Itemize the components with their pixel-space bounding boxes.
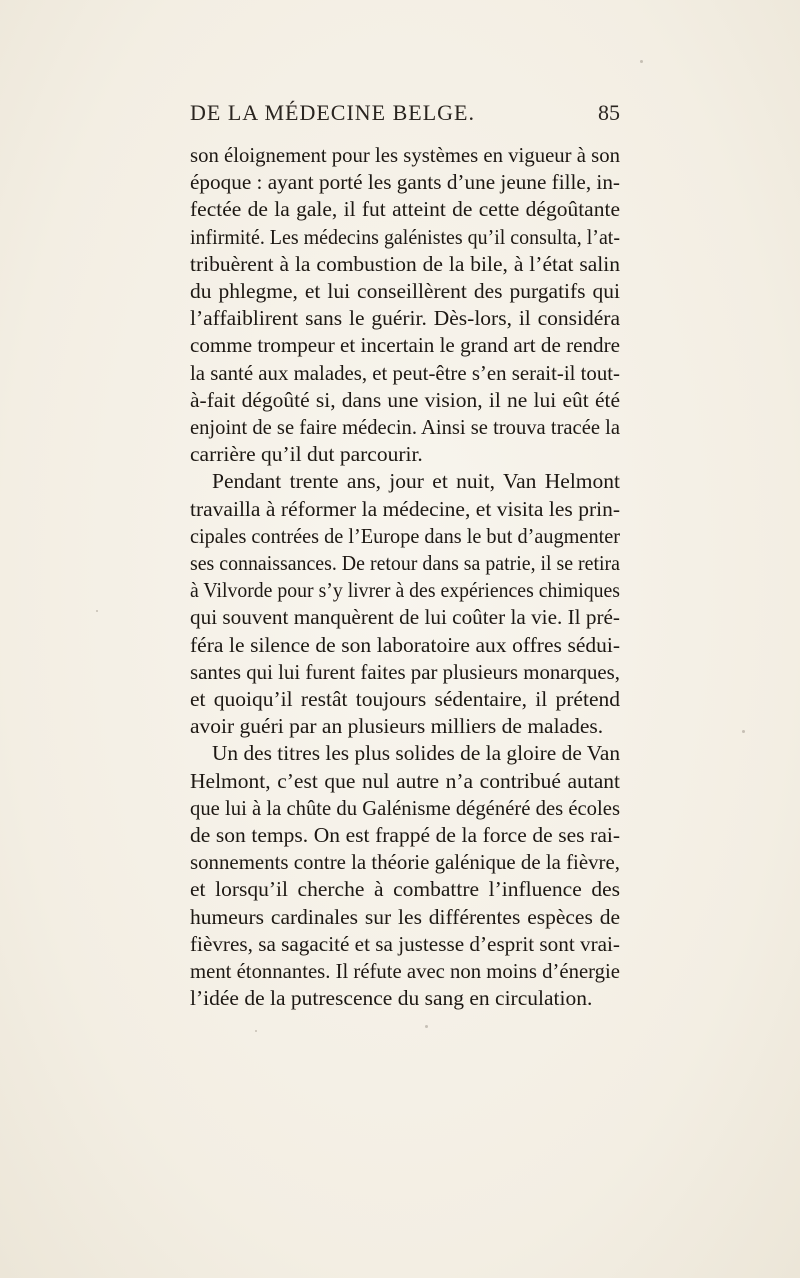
text-line: la santé aux malades, et peut-être s’en serait-il tout- bbox=[190, 360, 620, 385]
text-line: époque : ayant porté les gants d’une jeune fille, in- bbox=[190, 170, 620, 195]
running-title: DE LA MÉDECINE BELGE. bbox=[190, 100, 475, 125]
paper-speck bbox=[640, 60, 643, 63]
text-line: ment étonnantes. Il réfute avec non moins d’énergie bbox=[190, 959, 620, 983]
text-line: fectée de la gale, il fut atteint de cette dégoûtante bbox=[190, 197, 620, 222]
text-line: et quoiqu’il restât toujours sédentaire, il prétend bbox=[190, 687, 620, 711]
text-line: de son temps. On est frappé de la force de ses rai- bbox=[190, 823, 620, 847]
text-line: humeurs cardinales sur les différentes espèces de bbox=[190, 904, 620, 929]
page-number: 85 bbox=[598, 100, 620, 125]
text-line: que lui à la chûte du Galénisme dégénéré des écoles bbox=[190, 795, 620, 820]
text-line: Pendant trente ans, jour et nuit, Van Helmont bbox=[212, 469, 620, 494]
text-line: ses connaissances. De retour dans sa patrie, il se retira bbox=[190, 551, 620, 575]
text-line: qui souvent manquèrent de lui coûter la vie. Il pré- bbox=[190, 605, 620, 630]
text-line: infirmité. Les médecins galénistes qu’il consulta, l’at- bbox=[190, 224, 620, 249]
text-line: à-fait dégoûté si, dans une vision, il ne lui eût été bbox=[190, 387, 620, 412]
text-line: l’affaiblirent sans le guérir. Dès-lors, il considéra bbox=[190, 306, 620, 331]
text-line: santes qui lui furent faites par plusieurs monarques, bbox=[190, 659, 620, 684]
text-line: cipales contrées de l’Europe dans le but d’augmenter bbox=[190, 523, 620, 548]
text-line: et lorsqu’il cherche à combattre l’influence des bbox=[190, 877, 620, 902]
text-line: comme trompeur et incertain le grand art de rendre bbox=[190, 333, 620, 358]
text-line: Un des titres les plus solides de la gloire de Van bbox=[212, 741, 620, 766]
running-header bbox=[190, 100, 620, 130]
text-line: à Vilvorde pour s’y livrer à des expériences chimiques bbox=[190, 578, 620, 603]
text-line: du phlegme, et lui conseillèrent des purgatifs qui bbox=[190, 279, 620, 303]
text-line: travailla à réformer la médecine, et visita les prin- bbox=[190, 496, 620, 521]
text-line: enjoint de se faire médecin. Ainsi se trouva tracée la bbox=[190, 415, 620, 439]
text-line: Helmont, c’est que nul autre n’a contribué autant bbox=[190, 768, 620, 793]
text-line: féra le silence de son laboratoire aux offres sédui- bbox=[190, 632, 620, 657]
paper-speck bbox=[96, 610, 98, 612]
paper-speck bbox=[425, 1025, 428, 1028]
text-line: son éloignement pour les systèmes en vigueur à son bbox=[190, 143, 620, 167]
text-line: fièvres, sa sagacité et sa justesse d’esprit sont vrai- bbox=[190, 931, 620, 956]
text-line: avoir guéri par an plusieurs milliers de malades. bbox=[190, 714, 604, 739]
paper-speck bbox=[255, 1030, 257, 1032]
text-line: tribuèrent à la combustion de la bile, à l’état salin bbox=[190, 251, 620, 276]
text-line: carrière qu’il dut parcourir. bbox=[190, 442, 423, 467]
text-line: l’idée de la putrescence du sang en circulation. bbox=[190, 986, 593, 1011]
paper-speck bbox=[742, 730, 745, 733]
text-line: sonnements contre la théorie galénique de la fièvre, bbox=[190, 850, 620, 875]
